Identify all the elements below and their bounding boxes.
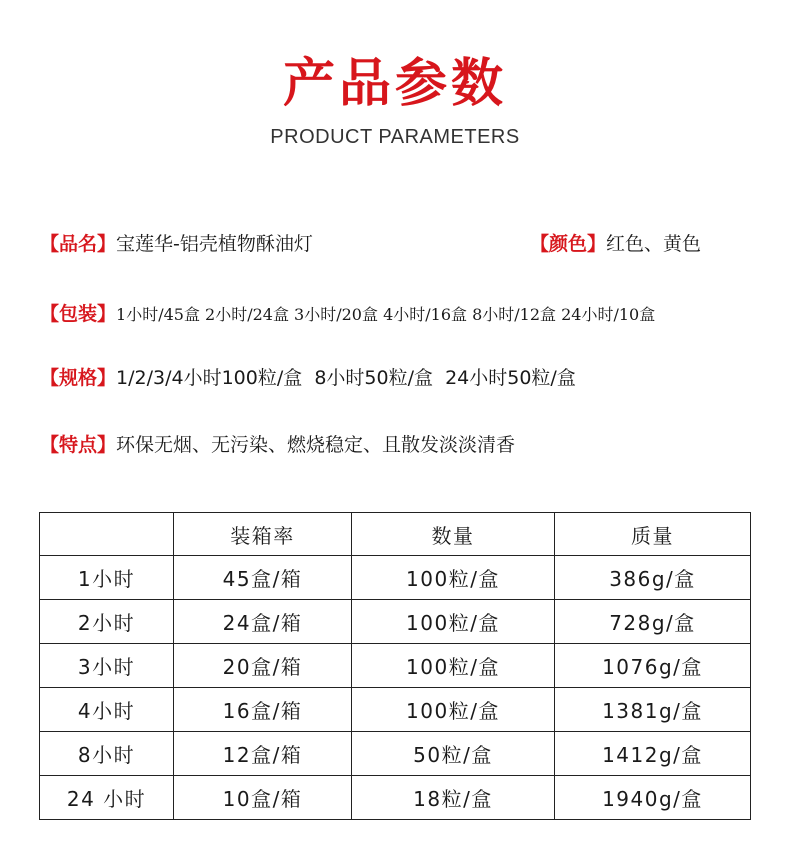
table-header-row xyxy=(40,513,751,556)
spec-row-specification xyxy=(40,363,576,393)
table-cell-packing-rate: 12盒/箱 xyxy=(174,732,352,776)
table-cell-duration: 1小时 xyxy=(40,556,174,600)
table-cell-quantity: 100粒/盒 xyxy=(352,688,555,732)
table-row xyxy=(40,644,751,688)
spec-value-features: 环保无烟、无污染、燃烧稳定、且散发淡淡清香 xyxy=(116,434,516,456)
spec-value-packaging: 1小时/45盒 2小时/24盒 3小时/20盒 4小时/16盒 8小时/12盒 24小时/10盒 xyxy=(116,305,656,324)
spec-label-packaging: 【包装】 xyxy=(40,303,117,325)
table-cell-packing-rate: 20盒/箱 xyxy=(174,644,352,688)
table-row xyxy=(40,556,751,600)
spec-label-color: 【颜色】 xyxy=(530,233,607,255)
table-cell-quantity: 50粒/盒 xyxy=(352,732,555,776)
table-cell-weight: 1381g/盒 xyxy=(555,688,751,732)
spec-row-color xyxy=(530,229,701,259)
table-cell-weight: 1412g/盒 xyxy=(555,732,751,776)
spec-row-packaging xyxy=(40,299,655,329)
table-row xyxy=(40,776,751,820)
spec-value-name: 宝莲华-铝壳植物酥油灯 xyxy=(116,233,313,255)
table-cell-quantity: 100粒/盒 xyxy=(352,600,555,644)
table-cell-packing-rate: 24盒/箱 xyxy=(174,600,352,644)
table-row xyxy=(40,732,751,776)
parameter-table xyxy=(39,512,751,820)
spec-value-color: 红色、黄色 xyxy=(606,233,702,255)
table-cell-packing-rate: 16盒/箱 xyxy=(174,688,352,732)
table-cell-duration: 24 小时 xyxy=(40,776,174,820)
table-cell-duration: 4小时 xyxy=(40,688,174,732)
spec-row-features xyxy=(40,430,515,460)
table-row xyxy=(40,600,751,644)
spec-label-specification: 【规格】 xyxy=(40,367,117,389)
spec-value-specification: 1/2/3/4小时100粒/盒 8小时50粒/盒 24小时50粒/盒 xyxy=(116,367,576,389)
table-cell-duration: 3小时 xyxy=(40,644,174,688)
table-cell-weight: 386g/盒 xyxy=(555,556,751,600)
spec-label-name: 【品名】 xyxy=(40,233,117,255)
spec-label-features: 【特点】 xyxy=(40,434,117,456)
table-header-cell: 数量 xyxy=(352,513,555,556)
page-title: 产品参数 xyxy=(282,54,507,114)
table-cell-quantity: 100粒/盒 xyxy=(352,556,555,600)
table-cell-quantity: 100粒/盒 xyxy=(352,644,555,688)
table-cell-packing-rate: 10盒/箱 xyxy=(174,776,352,820)
table-cell-duration: 2小时 xyxy=(40,600,174,644)
table-header-cell xyxy=(40,513,174,556)
spec-row-name xyxy=(40,229,313,259)
table-cell-quantity: 18粒/盒 xyxy=(352,776,555,820)
table-cell-packing-rate: 45盒/箱 xyxy=(174,556,352,600)
table-cell-weight: 1076g/盒 xyxy=(555,644,751,688)
table-cell-duration: 8小时 xyxy=(40,732,174,776)
table-cell-weight: 728g/盒 xyxy=(555,600,751,644)
table-header-cell: 装箱率 xyxy=(174,513,352,556)
table-row xyxy=(40,688,751,732)
page-subtitle: PRODUCT PARAMETERS xyxy=(270,126,520,148)
table-header-cell: 质量 xyxy=(555,513,751,556)
table-cell-weight: 1940g/盒 xyxy=(555,776,751,820)
